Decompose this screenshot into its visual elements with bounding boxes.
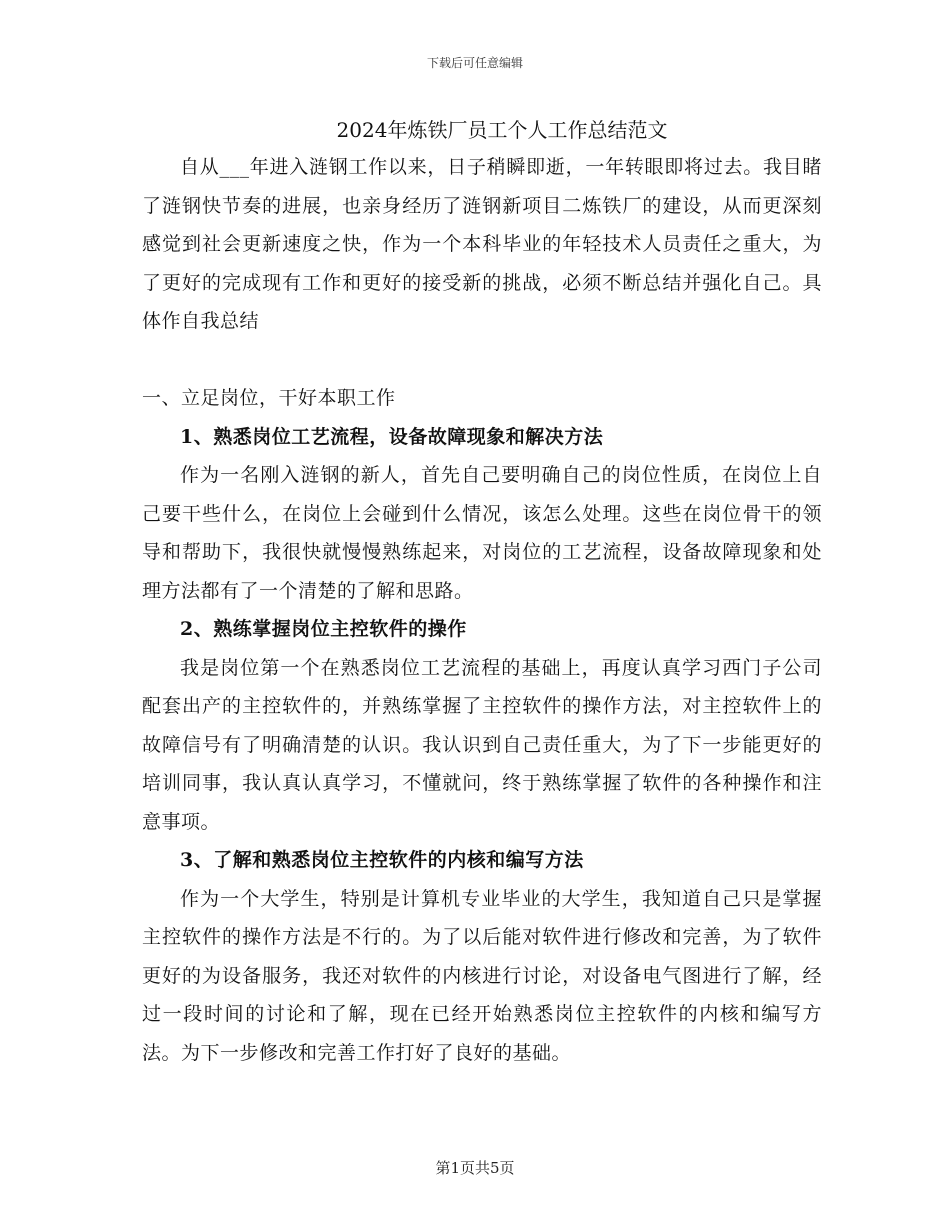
page-indicator: 第1页共5页	[435, 1159, 515, 1177]
intro-paragraph: 自从___年进入涟钢工作以来，日子稍瞬即逝，一年转眼即将过去。我目睹了涟钢快节奏的进展，也亲身经历了涟钢新项目二炼铁厂的建设，从而更深刻感觉到社会更新速度之快，作为一个本科毕业的年轻技术人员责任之重大，为了更好的完成现有工作和更好的接受新的挑战，必须不断总结并强化自己。具体作自我总结	[142, 156, 822, 332]
subheading-1: 1、熟悉岗位工艺流程，设备故障现象和解决方法	[180, 425, 604, 448]
document-body	[142, 112, 822, 1072]
subsection-3-paragraph: 作为一个大学生，特别是计算机专业毕业的大学生，我知道自己只是掌握主控软件的操作方法是不行的。为了以后能对软件进行修改和完善，为了软件更好的为设备服务，我还对软件的内核进行讨论，对设备电气图进行了解，经过一段时间的讨论和了解，现在已经开始熟悉岗位主控软件的内核和编写方法。为下一步修改和完善工作打好了良好的基础。	[142, 887, 822, 1064]
subsection-2-paragraph: 我是岗位第一个在熟悉岗位工艺流程的基础上，再度认真学习西门子公司配套出产的主控软件的，并熟练掌握了主控软件的操作方法，对主控软件上的故障信号有了明确清楚的认识。我认识到自己责任重大，为了下一步能更好的培训同事，我认真认真学习，不懂就问，终于熟练掌握了软件的各种操作和注意事项。	[142, 656, 822, 833]
subheading-3: 3、了解和熟悉岗位主控软件的内核和编写方法	[180, 849, 584, 871]
header-note: 下载后可任意编辑	[426, 56, 523, 70]
subheading-2: 2、熟练掌握岗位主控软件的操作	[180, 618, 467, 640]
paragraph-spacer	[142, 341, 822, 380]
section-heading-1: 一、立足岗位，干好本职工作	[142, 387, 396, 409]
subsection-1-paragraph: 作为一名刚入涟钢的新人，首先自己要明确自己的岗位性质，在岗位上自己要干些什么，在岗位上会碰到什么情况，该怎么处理。这些在岗位骨干的领导和帮助下，我很快就慢慢熟练起来，对岗位的工艺流程，设备故障现象和处理方法都有了一个清楚的了解和思路。	[142, 464, 822, 602]
document-title: 2024年炼铁厂员工个人工作总结范文	[336, 118, 668, 142]
